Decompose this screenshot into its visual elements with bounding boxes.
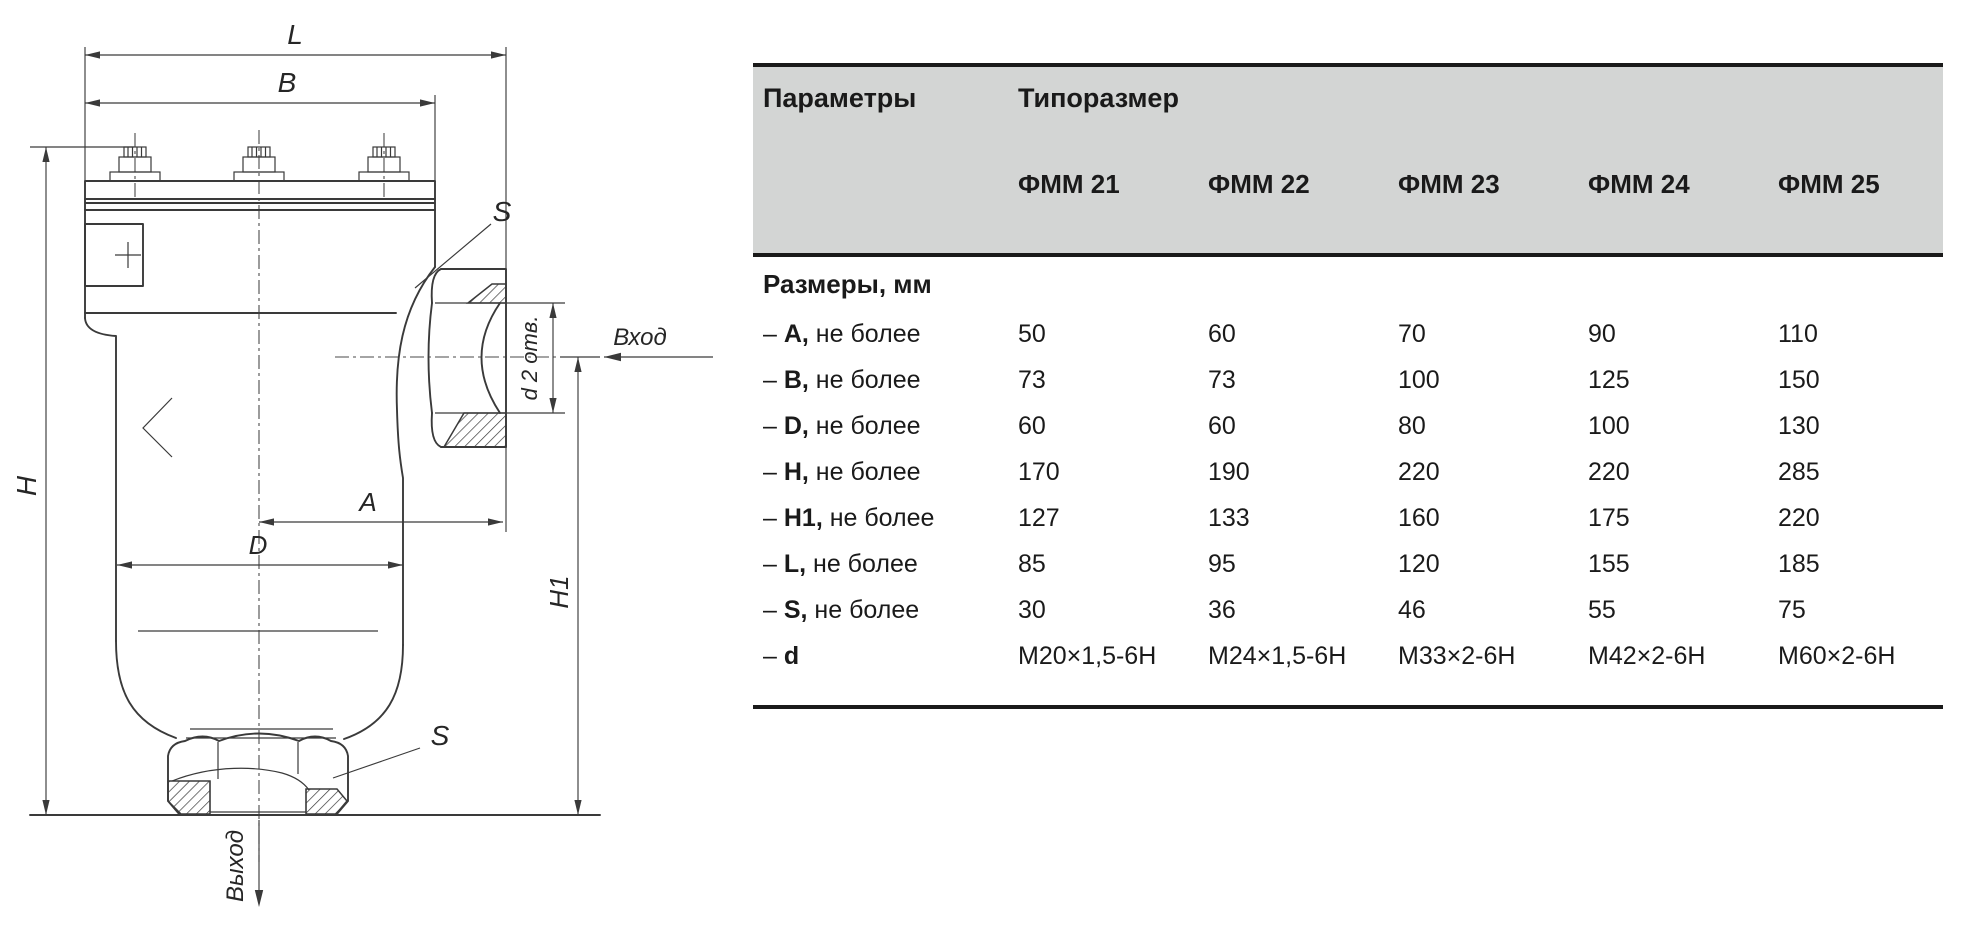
row-value: 130 <box>1778 412 1820 440</box>
dash: – <box>763 642 784 670</box>
row-value: 175 <box>1588 504 1630 532</box>
dimension-d-holes <box>506 303 565 413</box>
spacer-cell <box>753 681 1943 707</box>
dim-label-S-bottom: S <box>430 720 450 751</box>
row-parameter-label <box>753 359 1018 405</box>
dim-label-A: A <box>359 487 377 517</box>
table-header-model: ФММ 21 <box>1018 139 1208 255</box>
row-value: 220 <box>1398 458 1440 486</box>
row-parameter-label <box>753 635 1018 681</box>
row-value: 220 <box>1778 504 1820 532</box>
table-row <box>753 589 1943 635</box>
table-header-model: ФММ 24 <box>1588 139 1778 255</box>
s-label-bottom <box>333 720 450 778</box>
table-section-label: Размеры, мм <box>763 269 932 299</box>
table-row <box>753 405 1943 451</box>
table-header-empty <box>753 139 1018 255</box>
outlet-label: Выход <box>222 829 249 903</box>
plus-mark <box>115 242 141 268</box>
parameter-key: A, <box>783 320 809 348</box>
dash: – <box>763 596 784 624</box>
dim-label-d-holes: d 2 отв. <box>517 315 542 401</box>
dim-label-S-top: S <box>492 196 512 227</box>
row-value: 285 <box>1778 458 1820 486</box>
dim-label-H: H <box>11 475 42 497</box>
parameter-key: B, <box>783 366 809 394</box>
table-header-parameters: Параметры <box>753 65 1018 139</box>
dash: – <box>763 458 784 486</box>
row-value: 30 <box>1018 596 1046 624</box>
table-header-model: ФММ 23 <box>1398 139 1588 255</box>
row-value: 190 <box>1208 458 1250 486</box>
table-row <box>753 635 1943 681</box>
table-header-model: ФММ 22 <box>1208 139 1398 255</box>
table-header-typesize: Типоразмер <box>1018 65 1943 139</box>
row-value: 55 <box>1588 596 1616 624</box>
row-value: 36 <box>1208 596 1236 624</box>
row-value: 133 <box>1208 504 1250 532</box>
row-value: 70 <box>1398 320 1426 348</box>
parameter-suffix: не более <box>808 458 921 486</box>
dash: – <box>763 504 784 532</box>
row-value: M20×1,5-6H <box>1018 642 1157 670</box>
parameter-key: S, <box>783 596 808 624</box>
table-row <box>753 543 1943 589</box>
row-value: 125 <box>1588 366 1630 394</box>
dimensions-table-container <box>753 63 1943 709</box>
row-parameter-label <box>753 497 1018 543</box>
dim-label-L: L <box>287 19 303 50</box>
row-value: 220 <box>1588 458 1630 486</box>
filter-body-outline <box>85 181 435 739</box>
table-section-row <box>753 255 1943 313</box>
outlet-arrow <box>222 820 263 907</box>
parameter-suffix: не более <box>808 320 921 348</box>
row-value: 46 <box>1398 596 1426 624</box>
row-parameter-label <box>753 313 1018 359</box>
surface-finish-mark <box>143 398 172 457</box>
row-value: M24×1,5-6H <box>1208 642 1347 670</box>
row-value: 110 <box>1778 320 1818 348</box>
dim-label-B: B <box>277 67 297 98</box>
row-parameter-label <box>753 589 1018 635</box>
row-value: 150 <box>1778 366 1820 394</box>
dash: – <box>763 550 784 578</box>
row-value: 127 <box>1018 504 1060 532</box>
parameter-suffix: не более <box>807 596 920 624</box>
row-value: 73 <box>1018 366 1046 394</box>
dimension-A <box>259 487 503 526</box>
table-row <box>753 451 1943 497</box>
row-value: 85 <box>1018 550 1046 578</box>
parameter-key: H1, <box>783 504 823 532</box>
row-value: 170 <box>1018 458 1060 486</box>
row-value: 75 <box>1778 596 1806 624</box>
dash: – <box>763 366 784 394</box>
parameter-suffix: не более <box>822 504 935 532</box>
dash: – <box>763 412 784 440</box>
row-value: 95 <box>1208 550 1236 578</box>
row-parameter-label <box>753 543 1018 589</box>
dimension-D <box>117 530 403 569</box>
row-value: M33×2-6H <box>1398 642 1516 670</box>
row-value: 50 <box>1018 320 1046 348</box>
dimensions-table <box>753 63 1943 709</box>
parameter-suffix: не более <box>808 366 921 394</box>
row-parameter-label <box>753 451 1018 497</box>
row-value: 160 <box>1398 504 1440 532</box>
parameter-suffix: не более <box>806 550 918 578</box>
row-value: 90 <box>1588 320 1616 348</box>
row-value: 100 <box>1398 366 1440 394</box>
dim-label-D: D <box>248 530 268 560</box>
inlet-label: Вход <box>613 324 667 351</box>
parameter-key: d <box>783 642 800 670</box>
row-value: 60 <box>1208 320 1236 348</box>
row-value: 60 <box>1018 412 1046 440</box>
filter-technical-drawing <box>0 0 740 947</box>
table-header-model: ФММ 25 <box>1778 139 1943 255</box>
dimension-B <box>85 67 435 181</box>
parameter-suffix: не более <box>808 412 921 440</box>
inlet-arrow <box>604 324 713 361</box>
inlet-hex-port <box>429 269 507 447</box>
table-row <box>753 359 1943 405</box>
row-value: 120 <box>1398 550 1440 578</box>
parameter-key: D, <box>783 412 809 440</box>
dimension-H1 <box>544 357 600 815</box>
table-row <box>753 313 1943 359</box>
row-value: M42×2-6H <box>1588 642 1706 670</box>
row-value: 73 <box>1208 366 1236 394</box>
row-parameter-label <box>753 405 1018 451</box>
row-value: 60 <box>1208 412 1236 440</box>
outlet-cap-nut <box>168 734 348 816</box>
row-value: 185 <box>1778 550 1820 578</box>
row-value: 100 <box>1588 412 1630 440</box>
row-value: 80 <box>1398 412 1426 440</box>
row-value: M60×2-6H <box>1778 642 1896 670</box>
parameter-key: L, <box>783 550 807 578</box>
row-value: 155 <box>1588 550 1630 578</box>
dim-label-H1: H1 <box>544 575 574 609</box>
dash: – <box>763 320 784 348</box>
table-row <box>753 497 1943 543</box>
table-bottom-spacer <box>753 681 1943 707</box>
parameter-key: H, <box>783 458 809 486</box>
